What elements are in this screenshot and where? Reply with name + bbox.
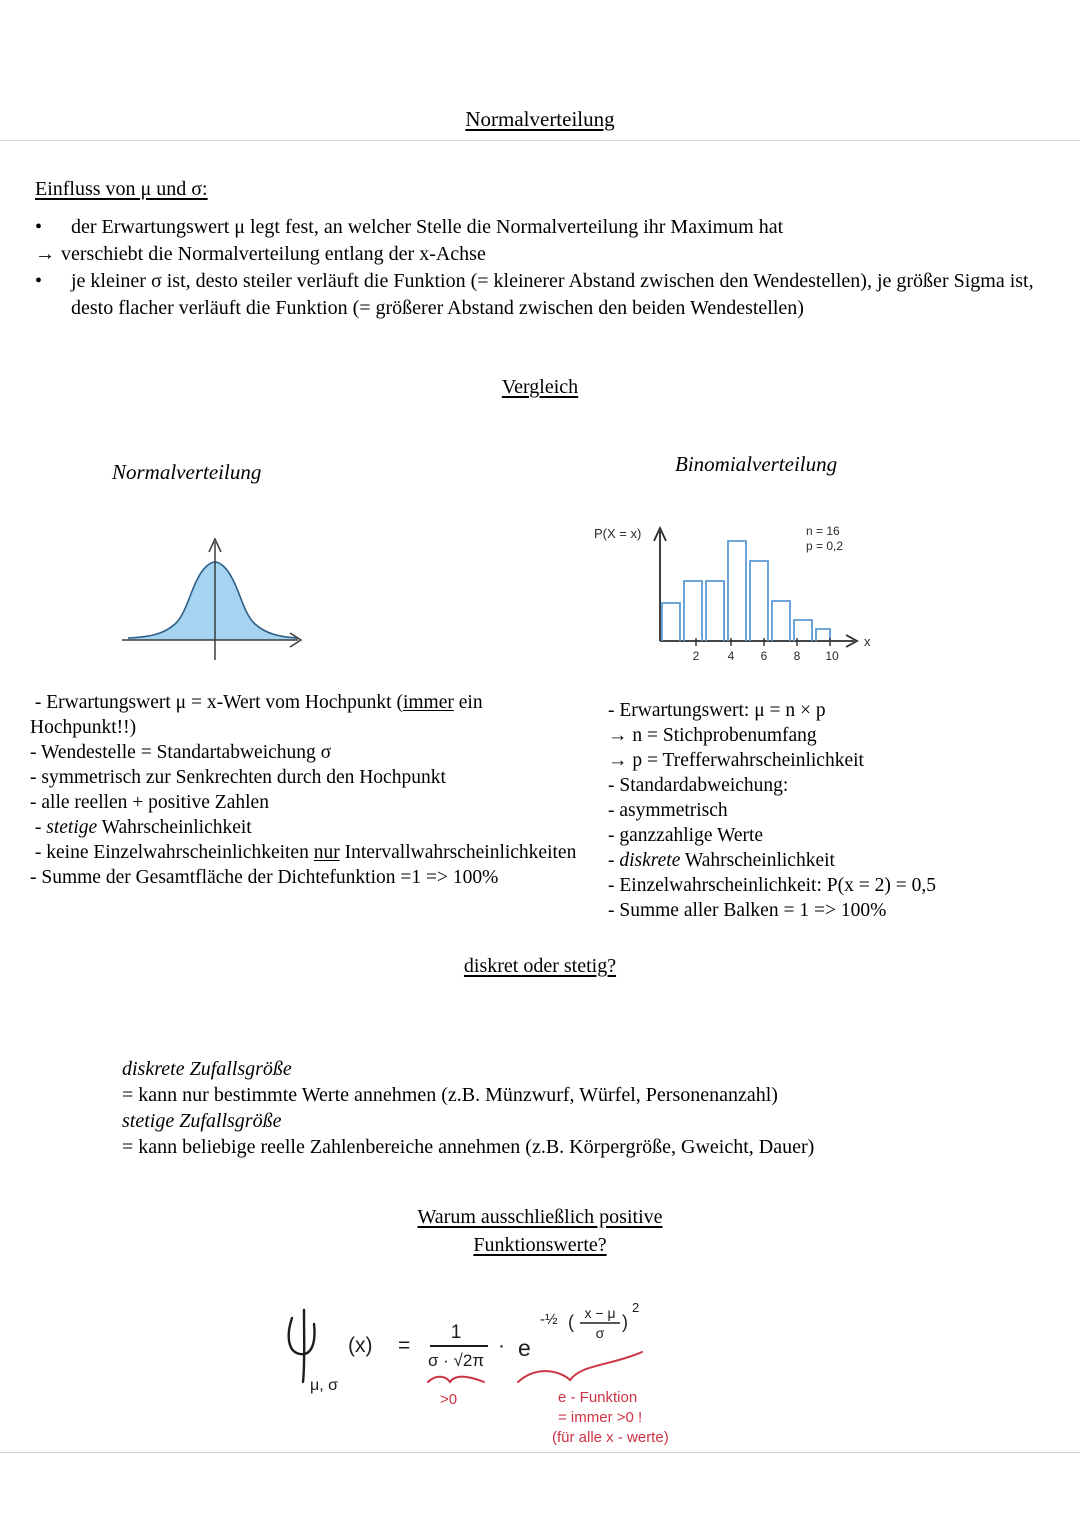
formula-exponent-numerator: x − μ (584, 1305, 616, 1321)
text-line: - Erwartungswert: μ = n × p (608, 700, 826, 721)
formula-exponent-power: 2 (632, 1300, 640, 1315)
discrete-continuous-heading (0, 955, 1080, 978)
bar-series (662, 541, 830, 641)
positive-values-heading-line2: Funktionswerte? (473, 1234, 607, 1256)
tick-label: 6 (760, 649, 768, 663)
formula-numerator: 1 (450, 1322, 462, 1343)
formula-denominator: σ · √2π (427, 1351, 485, 1370)
discrete-continuous-heading-text: diskret oder stetig? (463, 955, 617, 977)
chart-y-axis-label: P(X = x) (594, 526, 642, 541)
annotation-line: p = 0,2 (806, 539, 844, 553)
text-line: - stetige Wahrscheinlichkeit (30, 817, 252, 838)
text-line: - Summe aller Balken = 1 => 100% (608, 900, 887, 921)
bar (794, 620, 812, 641)
text-line: - Einzelwahrscheinlichkeit: P(x = 2) = 0,5 (608, 875, 936, 896)
bar (684, 581, 702, 641)
annotation-e-function: e - Funktion (558, 1389, 638, 1406)
page-title (0, 106, 1080, 132)
formula-multiplication-dot: · (498, 1334, 505, 1357)
density-function-formula (270, 1290, 750, 1455)
formula-base-e: e (518, 1335, 531, 1361)
bar (772, 601, 790, 641)
text-line: - Standardabweichung: (608, 775, 789, 796)
text-line: - diskrete Wahrscheinlichkeit (608, 850, 835, 871)
x-axis-ticks (696, 638, 830, 646)
brace-under-exponent-icon (518, 1352, 642, 1382)
annotation-greater-than-zero: >0 (440, 1391, 458, 1408)
term-label: stetige Zufallsgröße (122, 1110, 282, 1132)
header-divider (0, 140, 1080, 141)
text-line: → p = Trefferwahrscheinlichkeit (608, 750, 864, 771)
comparison-right-text (608, 698, 1068, 923)
list-item-text: der Erwartungswert μ legt fest, an welcher Stelle die Normalverteilung ihr Maximum hat (71, 216, 784, 238)
text-line: - symmetrisch zur Senkrechten durch den Hochpunkt (30, 767, 446, 788)
brace-under-fraction-icon (428, 1377, 484, 1382)
footer-divider (0, 1452, 1080, 1453)
positive-values-heading (0, 1203, 1080, 1259)
binomial-distribution-chart (592, 505, 892, 665)
bullet-marker-icon: • (35, 270, 43, 292)
formula-subscript: μ, σ (310, 1377, 338, 1394)
influence-bullet-list (35, 214, 1045, 322)
tick-label: 8 (793, 649, 801, 663)
positive-values-heading-line1: Warum ausschließlich positive (417, 1206, 663, 1228)
bar (706, 581, 724, 641)
bar (662, 603, 680, 641)
continuous-definition-block (122, 1108, 1022, 1160)
text-line: - Erwartungswert μ = x-Wert vom Hochpunkt (immer ein Hochpunkt!!) (30, 692, 483, 738)
formula-exponent-close-paren: ) (622, 1312, 628, 1332)
discrete-definition-block (122, 1056, 1022, 1108)
phi-symbol (289, 1310, 315, 1382)
arrow-right-icon: → (35, 243, 55, 265)
definition-text: = kann beliebige reelle Zahlenbereiche annehmen (z.B. Körpergröße, Gweicht, Dauer) (122, 1136, 815, 1158)
formula-exponent-coefficient: -½ (540, 1311, 558, 1328)
influence-heading-text: Einfluss von μ und σ: (35, 178, 208, 200)
annotation-line: n = 16 (806, 524, 840, 538)
list-item (35, 268, 1045, 322)
x-axis-tick-labels (693, 649, 839, 663)
annotation-always-positive: = immer >0 ! (558, 1409, 643, 1426)
bar (750, 561, 768, 641)
formula-exponent-denominator: σ (595, 1325, 605, 1341)
tick-label: 2 (692, 649, 700, 663)
text-line: - keine Einzelwahrscheinlichkeiten nur Intervallwahrscheinlichkeiten (30, 842, 577, 863)
annotation-all-x-values: (für alle x - werte) (552, 1429, 669, 1446)
text-line: - alle reellen + positive Zahlen (30, 792, 269, 813)
formula-equals: = (398, 1334, 411, 1357)
formula-exponent-open-paren: ( (568, 1312, 574, 1332)
term-label: diskrete Zufallsgröße (122, 1058, 292, 1080)
text-line: - Summe der Gesamtfläche der Dichtefunktion =1 => 100% (30, 867, 499, 888)
text-line: - ganzzahlige Werte (608, 825, 764, 846)
page-title-text: Normalverteilung (465, 107, 615, 131)
chart-annotation (806, 524, 843, 553)
list-item (35, 214, 1045, 241)
comparison-heading-text: Vergleich (501, 376, 579, 398)
comparison-left-title: Normalverteilung (112, 460, 262, 484)
comparison-left-text (30, 690, 590, 890)
list-item (35, 241, 1045, 268)
text-line: - Wendestelle = Standartabweichung σ (30, 742, 332, 763)
list-item-text: verschiebt die Normalverteilung entlang der x-Achse (61, 243, 486, 265)
bell-curve-fill (128, 562, 298, 640)
tick-label: 4 (727, 649, 735, 663)
text-line: - asymmetrisch (608, 800, 728, 821)
tick-label: 10 (825, 649, 839, 663)
formula-argument: (x) (348, 1334, 373, 1357)
bar (728, 541, 746, 641)
comparison-heading (0, 376, 1080, 399)
chart-x-axis-label: x (864, 634, 871, 649)
comparison-right-title: Binomialverteilung (675, 452, 838, 476)
definition-text: = kann nur bestimmte Werte annehmen (z.B. Münzwurf, Würfel, Personenanzahl) (122, 1084, 778, 1106)
influence-heading (35, 178, 208, 201)
list-item-text: je kleiner σ ist, desto steiler verläuft die Funktion (= kleinerer Abstand zwischen den Wendestellen), je größer Sigma ist, desto flacher verläuft die Funktion (= größerer Abstand zwischen den beiden Wendestellen) (71, 270, 1034, 319)
text-line: → n = Stichprobenumfang (608, 725, 817, 746)
bar (816, 629, 830, 641)
bullet-marker-icon: • (35, 216, 43, 238)
normal-distribution-chart (120, 520, 310, 665)
